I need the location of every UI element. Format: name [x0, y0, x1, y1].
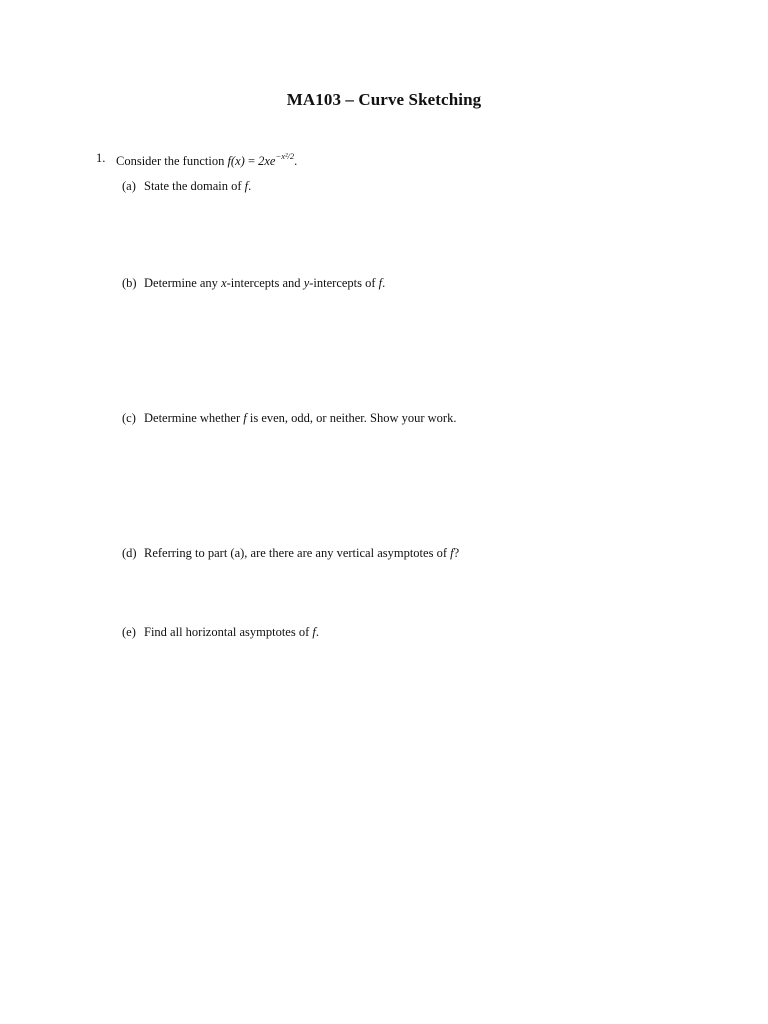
question-prompt	[116, 151, 297, 169]
part-label: (e)	[122, 625, 136, 639]
part-text-segment: Determine whether	[144, 411, 244, 425]
question-text-prefix: Consider the function	[116, 154, 228, 168]
part-text	[144, 276, 385, 290]
part-c	[122, 411, 456, 426]
math-variable: f	[244, 179, 249, 193]
math-variable: f	[450, 546, 454, 560]
question-text-suffix: .	[294, 154, 298, 168]
part-text-segment: Referring to part (a), are there are any vertical asymptotes of	[144, 546, 451, 560]
part-text-segment: -intercepts and	[226, 276, 304, 290]
math-variable: y	[303, 276, 310, 290]
function-equals: =	[244, 154, 259, 168]
part-text-segment: Determine any	[144, 276, 222, 290]
part-b	[122, 276, 385, 291]
math-variable: f	[312, 625, 316, 639]
part-text-segment: is even, odd, or neither. Show your work.	[246, 411, 457, 425]
part-text	[144, 546, 459, 560]
part-label: (c)	[122, 411, 136, 425]
page-title: MA103 – Curve Sketching	[286, 90, 482, 109]
part-d	[122, 546, 459, 561]
math-variable: x	[221, 276, 227, 290]
function-rhs: 2xe	[258, 154, 276, 168]
function-lhs: f(x)	[227, 154, 245, 168]
math-variable: f	[378, 276, 383, 290]
part-label: (d)	[122, 546, 137, 560]
part-text	[144, 179, 251, 193]
question-number: 1.	[96, 151, 106, 165]
function-exponent: −x²/2	[275, 151, 295, 161]
part-label: (a)	[122, 179, 136, 193]
math-variable: f	[243, 411, 247, 425]
part-text-segment: -intercepts of	[309, 276, 379, 290]
part-text	[144, 625, 319, 639]
part-text-segment: State the domain of	[144, 179, 245, 193]
part-text-segment: .	[248, 179, 252, 193]
part-label: (b)	[122, 276, 137, 290]
part-text-segment: .	[382, 276, 386, 290]
part-text-segment: ?	[453, 546, 460, 560]
part-text	[144, 411, 456, 425]
part-e	[122, 625, 319, 640]
part-text-segment: Find all horizontal asymptotes of	[144, 625, 313, 639]
part-text-segment: .	[315, 625, 319, 639]
part-a	[122, 179, 251, 194]
